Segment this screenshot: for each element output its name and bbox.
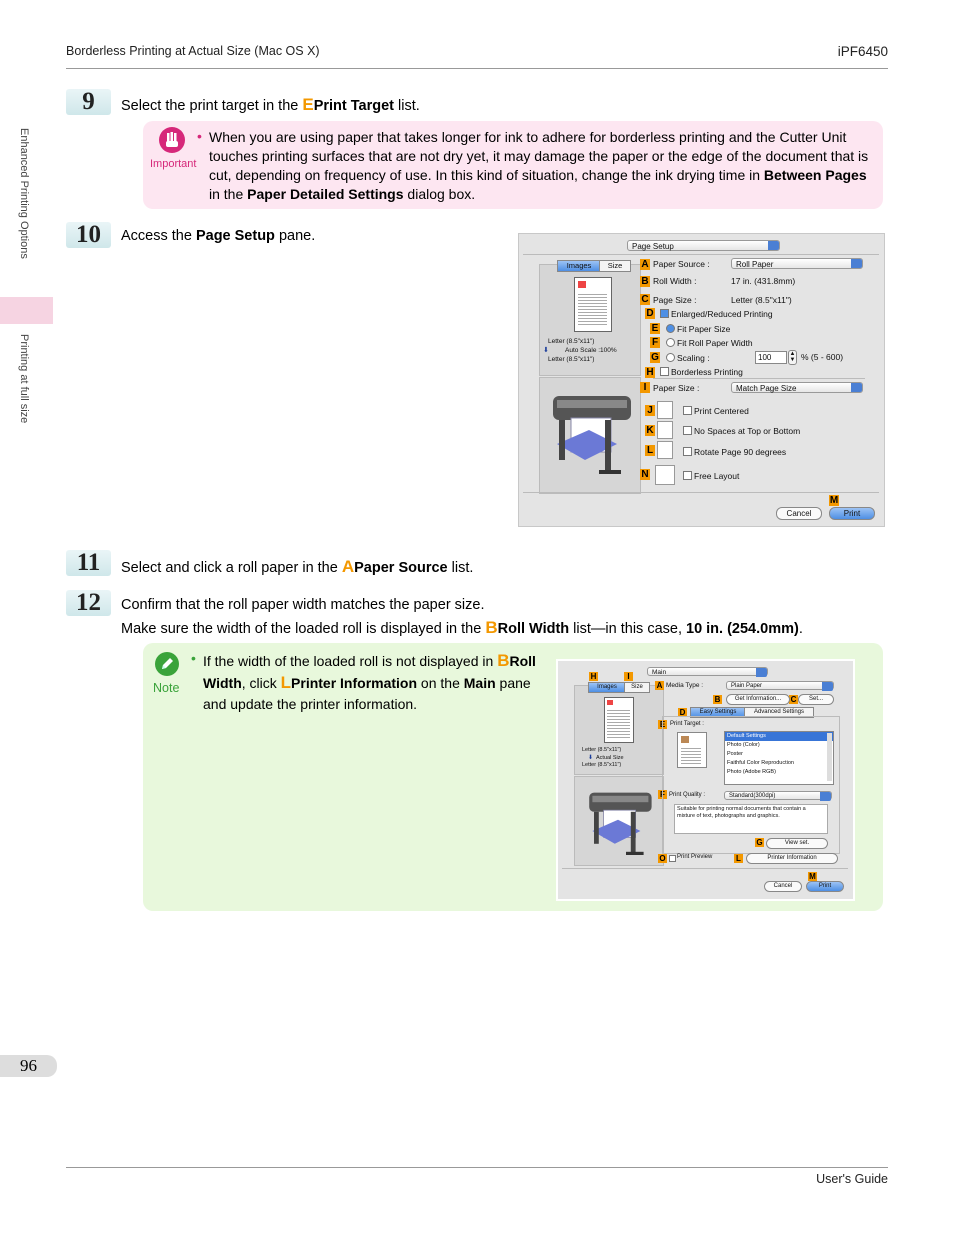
important-text-2: in the (209, 186, 248, 202)
important-bold-2: Paper Detailed Settings (247, 186, 404, 202)
printer-illustration (584, 783, 656, 861)
label-c: C (641, 294, 649, 305)
label-h: H (646, 367, 654, 378)
scaling-range: % (5 - 600) (801, 352, 844, 362)
footer-guide: User's Guide (816, 1172, 888, 1186)
label-k: K (646, 425, 654, 436)
step-number: 11 (66, 550, 111, 576)
page-preview (604, 697, 634, 743)
fit-paper-label: Fit Paper Size (677, 324, 731, 334)
media-type-popup[interactable]: Plain Paper (726, 681, 834, 690)
roll-width-value: 17 in. (431.8mm) (731, 276, 796, 286)
print-button[interactable]: Print (829, 507, 875, 520)
preview-scale-label: Auto Scale :100% (565, 347, 617, 354)
tab-images[interactable]: Images (557, 260, 601, 272)
roll-width-label: Roll Width : (653, 276, 697, 286)
note-label: Note (153, 681, 180, 695)
step-text-post: pane. (274, 228, 316, 244)
label-g: G (651, 352, 659, 363)
page-preview (574, 277, 612, 332)
page-setup-dialog (518, 233, 885, 527)
list-scrollbar[interactable] (827, 733, 832, 781)
scaling-input[interactable]: 100 (755, 351, 787, 364)
label-l: L (646, 445, 654, 456)
arrow-down-icon: ⬇ (543, 347, 549, 354)
scaling-label: Scaling : (677, 353, 710, 363)
print-quality-label: Print Quality : (669, 792, 706, 798)
header-title: Borderless Printing at Actual Size (Mac OS X) (66, 44, 320, 58)
print-centered-icon (657, 401, 673, 419)
step-text-line1: Confirm that the roll paper width matches the paper size. (121, 597, 485, 613)
printer-information-button[interactable]: Printer Information (746, 853, 838, 864)
step-number: 12 (66, 590, 111, 616)
step-bold-2: 10 in. (254.0mm) (686, 621, 799, 637)
preview-image (578, 281, 586, 288)
separator (562, 868, 848, 869)
step-text-post: list. (394, 98, 420, 114)
bullet: • (191, 650, 196, 666)
preview-size-label: Letter (8.5"x11") (548, 338, 595, 345)
header-rule (66, 68, 888, 69)
label-g: G (756, 838, 763, 847)
callout-letter: A (341, 557, 355, 576)
tab-advanced-settings[interactable]: Advanced Settings (744, 707, 814, 718)
callout-letter: B (497, 651, 510, 670)
page-size-value: Letter (8.5"x11") (731, 295, 792, 305)
label-d: D (679, 708, 686, 717)
cancel-button[interactable]: Cancel (764, 881, 802, 892)
fit-paper-radio[interactable] (666, 324, 675, 333)
scaling-radio[interactable] (666, 353, 675, 362)
rotate-checkbox[interactable] (683, 447, 692, 456)
step-number: 9 (66, 89, 111, 115)
sidebar-section: Printing at full size (18, 334, 30, 424)
no-spaces-label: No Spaces at Top or Bottom (694, 426, 801, 436)
step-bold: Paper Source (354, 560, 448, 576)
step-text (121, 95, 420, 115)
print-centered-checkbox[interactable] (683, 406, 692, 415)
sidebar-tab (0, 297, 53, 324)
tab-easy-settings[interactable]: Easy Settings (690, 707, 746, 718)
pane-popup[interactable]: Page Setup (627, 240, 780, 251)
page-size-label: Page Size : (653, 295, 697, 305)
callout-letter: L (280, 673, 292, 692)
preview-size-label: Letter (8.5"x11") (582, 747, 622, 753)
label-b: B (641, 276, 649, 287)
note-text-1: If the width of the loaded roll is not displayed in (203, 653, 498, 669)
list-item[interactable]: Photo (Adobe RGB) (727, 769, 776, 775)
separator (653, 378, 865, 379)
list-item[interactable]: Default Settings (725, 732, 833, 741)
label-m: M (809, 872, 816, 881)
label-j: J (645, 405, 655, 416)
main-dialog (556, 659, 855, 901)
thumbnail-lines (681, 746, 701, 764)
print-preview-label: Print Preview (677, 854, 713, 860)
fit-roll-radio[interactable] (666, 338, 675, 347)
note-bold-2: Printer Information (291, 675, 418, 691)
printer-illustration (549, 384, 634, 481)
view-set-button[interactable]: View set. (766, 838, 828, 849)
free-layout-checkbox[interactable] (683, 471, 692, 480)
label-f: F (658, 790, 667, 799)
step-bold: Print Target (313, 98, 394, 114)
arrow-down-icon: ⬇ (588, 755, 594, 761)
borderless-checkbox[interactable] (660, 367, 669, 376)
sidebar-chapter: Enhanced Printing Options (18, 128, 30, 259)
step-text-pre: Access the (121, 228, 196, 244)
print-target-label: Print Target : (670, 721, 704, 727)
paper-source-popup[interactable]: Roll Paper (731, 258, 863, 269)
tab-size[interactable]: Size (599, 260, 631, 272)
description-text: Suitable for printing normal documents that contain a mixture of text, photographs and graphics. (674, 804, 828, 834)
target-thumbnail (677, 732, 707, 768)
note-bold-3: Main (463, 675, 496, 691)
step-text-pre: Select the print target in the (121, 98, 303, 114)
borderless-label: Borderless Printing (671, 367, 743, 377)
set-button[interactable]: Set... (798, 694, 834, 705)
important-bold-1: Between Pages (763, 167, 867, 183)
get-information-button[interactable]: Get Information... (726, 694, 790, 705)
important-text (209, 128, 869, 204)
label-l: L (734, 854, 743, 863)
enlarged-label: Enlarged/Reduced Printing (671, 309, 773, 319)
label-f: F (651, 337, 659, 348)
label-a: A (656, 681, 663, 690)
step-text-line2 (121, 618, 803, 638)
separator (523, 254, 879, 255)
print-quality-popup[interactable]: Standard(300dpi) (724, 791, 832, 800)
preview-output-label: Letter (8.5"x11") (582, 762, 622, 768)
list-item[interactable]: Poster (727, 751, 743, 757)
step-text-post: list. (447, 560, 474, 576)
step-bold: Roll Width (497, 621, 570, 637)
note-text (203, 650, 548, 715)
callout-letter: B (485, 618, 498, 637)
no-spaces-icon (657, 421, 673, 439)
label-e: E (651, 323, 659, 334)
thumbnail-image (681, 736, 689, 743)
important-label: Important (150, 158, 197, 170)
step-text-pre: Make sure the width of the loaded roll is displayed in the (121, 621, 486, 637)
label-d: D (646, 308, 654, 319)
print-button[interactable]: Print (806, 881, 844, 892)
step-text (121, 557, 473, 577)
step-number: 10 (66, 222, 111, 248)
separator (523, 492, 879, 493)
rotate-label: Rotate Page 90 degrees (694, 447, 787, 457)
list-item[interactable]: Photo (Color) (727, 742, 760, 748)
fit-roll-label: Fit Roll Paper Width (677, 338, 753, 348)
footer-rule (66, 1167, 888, 1168)
label-h: H (590, 672, 597, 681)
preview-output-label: Letter (8.5"x11") (548, 356, 595, 363)
note-bold-1: Roll Width (203, 653, 536, 691)
free-layout-icon (655, 465, 675, 485)
important-icon (158, 126, 186, 154)
paper-size-label: Paper Size : (653, 383, 700, 393)
paper-size-popup[interactable]: Match Page Size (731, 382, 863, 393)
preview-scale-label: Actual Size (596, 755, 624, 761)
label-m: M (829, 495, 839, 506)
paper-source-label: Paper Source : (653, 259, 710, 269)
media-type-label: Media Type : (666, 682, 704, 689)
header-model: iPF6450 (837, 44, 888, 59)
note-text-4: pane and update the printer information. (203, 675, 531, 712)
label-o: O (659, 854, 666, 863)
note-text-3: on the (417, 675, 464, 691)
page-number: 96 (0, 1055, 57, 1077)
step-text-pre: Select and click a roll paper in the (121, 560, 342, 576)
bullet: • (197, 128, 202, 144)
label-i: I (640, 382, 650, 393)
cancel-button[interactable]: Cancel (776, 507, 822, 520)
step-bold: Page Setup (195, 228, 275, 244)
rotate-icon (657, 441, 673, 459)
callout-letter: E (302, 95, 314, 114)
list-item[interactable]: Faithful Color Reproduction (727, 760, 794, 766)
note-text-2: , click (241, 675, 281, 691)
print-centered-label: Print Centered (694, 406, 749, 416)
print-target-list[interactable] (724, 731, 834, 785)
scaling-stepper[interactable]: ▲ ▼ (789, 351, 796, 363)
preview-lines (607, 708, 630, 738)
preview-lines (578, 292, 607, 326)
no-spaces-checkbox[interactable] (683, 426, 692, 435)
label-b: B (714, 695, 721, 704)
tab-images[interactable]: Images (588, 682, 626, 693)
step-text (121, 228, 315, 244)
preview-image (607, 700, 613, 705)
enlarged-checkbox[interactable] (660, 309, 669, 318)
label-i: I (624, 672, 633, 681)
pencil-icon (154, 651, 180, 677)
step-text-post: . (798, 621, 803, 637)
step-text-mid: list—in this case, (569, 621, 686, 637)
label-n: N (641, 469, 649, 480)
important-text-1: When you are using paper that takes longer for ink to adhere for borderless printing and the Cutter Unit touches printing surfaces that are not dry yet, it may damage the paper or the edge of the document that is cut, depending on frequency of use. In this kind of situation, change the ink drying time in (209, 129, 869, 183)
label-a: A (641, 259, 649, 270)
important-text-3: dialog box. (403, 186, 476, 202)
tab-size[interactable]: Size (624, 682, 650, 693)
label-e: E (659, 720, 666, 729)
label-c: C (790, 695, 797, 704)
print-preview-checkbox[interactable] (669, 855, 676, 862)
free-layout-label: Free Layout (694, 471, 740, 481)
pane-popup[interactable]: Main (647, 667, 768, 676)
